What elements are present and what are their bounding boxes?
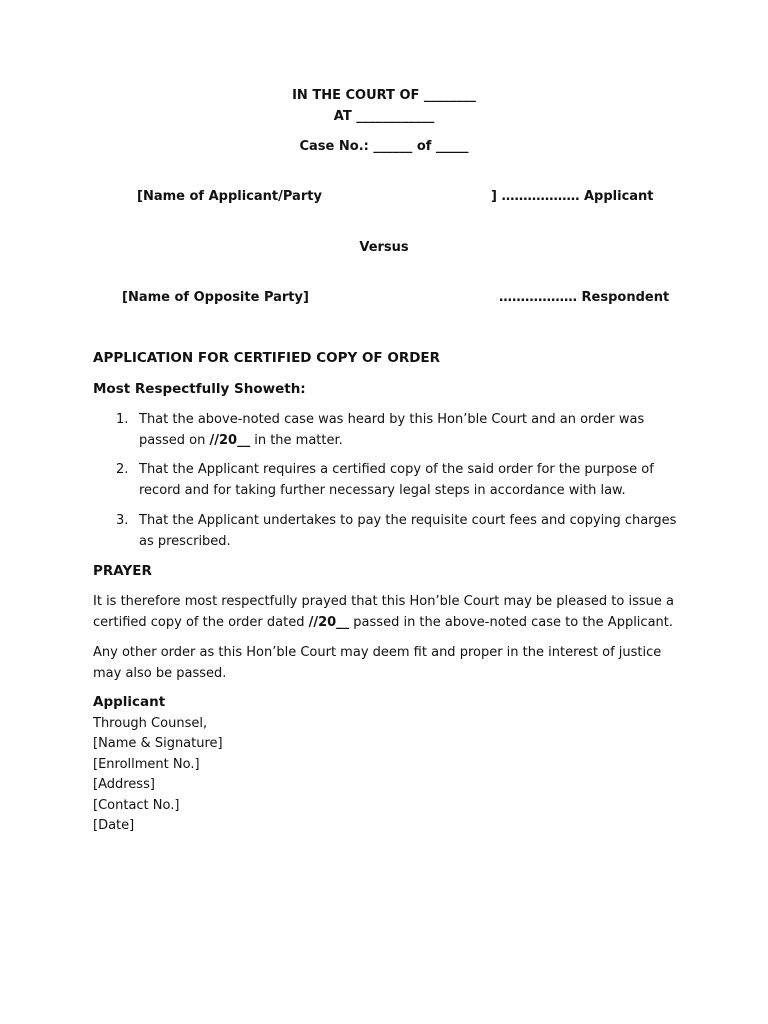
signature-line-address: [Address] [93,777,155,792]
signature-line-date: [Date] [93,818,135,833]
further-relief-paragraph: Any other order as this Hon’ble Court may deem fit and proper in the interest of justice may also be passed. [93,645,662,681]
list-text: That the above-noted case was heard by this Hon’ble Court and an order was passed on //20__ in the matter. [139,412,645,448]
respondent-name: [Name of Opposite Party] [122,290,309,305]
prayer-heading: PRAYER [93,563,152,579]
signature-line-enrollment: [Enrollment No.] [93,757,200,772]
prayer-paragraph: It is therefore most respectfully prayed that this Hon’ble Court may be pleased to issue a certified copy of the order dated //20__ passed in the above-noted case to the Applicant. [93,594,674,630]
versus-label: Versus [359,240,409,255]
respondent-role: ……………… Respondent [499,290,670,305]
list-text: That the Applicant undertakes to pay the requisite court fees and copying charges as prescribed. [139,513,677,549]
case-number: Case No.: ______ of _____ [299,139,469,154]
applicant-role: ] ……………… Applicant [491,189,654,204]
list-text: That the Applicant requires a certified copy of the said order for the purpose of record and for taking further necessary legal steps in accordance with law. [139,462,654,498]
list-item [93,460,683,502]
list-number: 3. [116,513,129,528]
showeth-heading: Most Respectfully Showeth: [93,381,306,397]
signature-line-counsel: Through Counsel, [93,716,208,731]
signature-line-contact: [Contact No.] [93,798,180,813]
list-number: 1. [116,412,129,427]
applicant-name: [Name of Applicant/Party [137,189,322,204]
signature-line-name: [Name & Signature] [93,736,223,751]
court-title: IN THE COURT OF ________ [292,88,476,103]
list-item [93,511,683,553]
application-title: APPLICATION FOR CERTIFIED COPY OF ORDER [93,350,441,366]
signature-heading: Applicant [93,694,166,710]
order-date-blank: //20__ [209,432,251,448]
court-location: AT ____________ [333,109,435,124]
list-item [93,410,683,452]
order-date-blank: //20__ [308,614,350,630]
list-number: 2. [116,462,129,477]
